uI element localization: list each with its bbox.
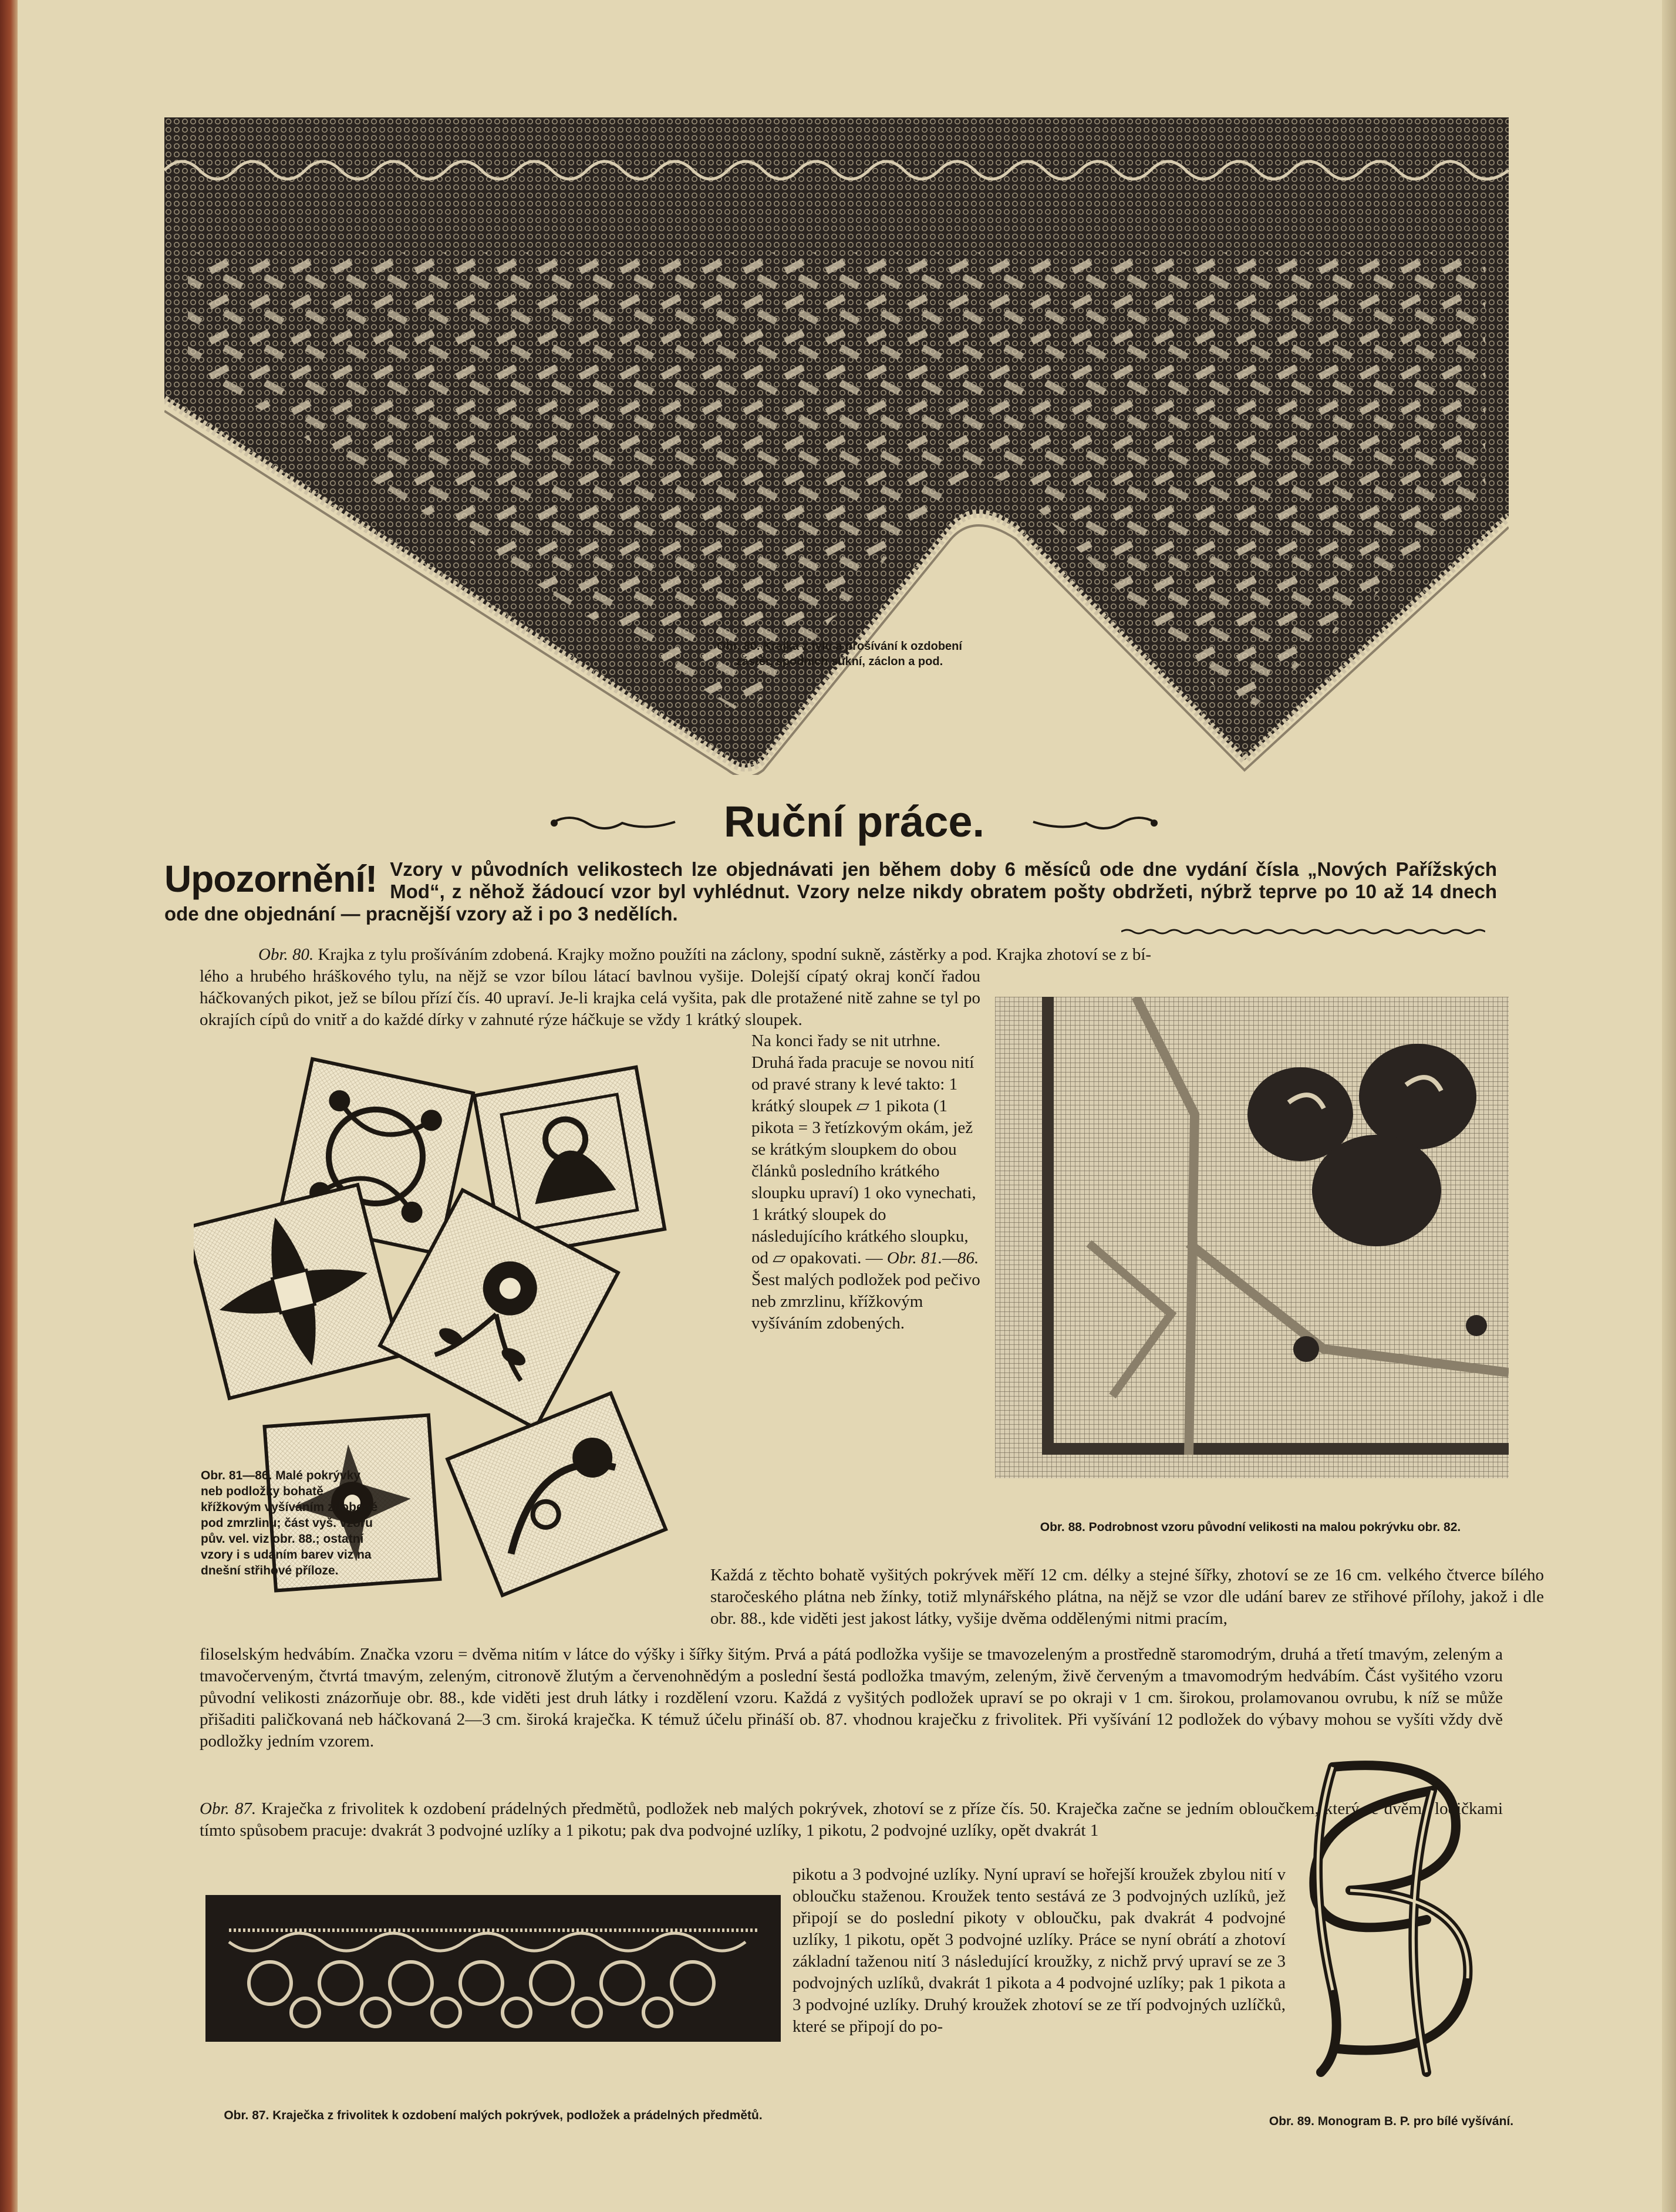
- decorative-rule: [1121, 928, 1485, 935]
- continuation-text: Každá z těchto bohatě vyšitých pokrývek měří 12 cm. délky a stejné šířky, zhotoví se ze 16 cm. velkého čtverce bílého staročeského plátna neb žínky, totiž mlynářského plátna, na nějž se vzor dle udání barev ze střihové přílohy, jakož i dle obr. 88., kde viděti jest jakost látky, vyšije dvěma oddělenými nitmi pracím,: [710, 1566, 1544, 1628]
- figure-ref-80: Obr. 80.: [258, 945, 314, 964]
- figure-ref-87: Obr. 87.: [200, 1799, 257, 1818]
- obr87-body: Kraječka z frivolitek k ozdobení prádelných předmětů, podložek neb malých pokrývek, zhotoví se z příze čís. 50. Kraječka začne se jedním obloučkem, který se dvěma lodičkami tímto spůsobem pracuje: dvakrát 3 podvojné uzlíky a 1 pikotu; pak dva podvojné uzlíky, 1 pikotu, 2 podvojné uzlíky, opět dvakrát 1: [200, 1799, 1503, 1840]
- lace-figure-80: [164, 117, 1509, 775]
- section-header: [546, 793, 1162, 851]
- figure-81-86-caption: Obr. 81—86. Malé pokrývky neb podložky bohatě křížkovým vyšíváním zdobené pod zmrzlinu; část vyš. vzoru pův. vel. viz obr. 88.; ostatní vzory i s udáním barev viz na dnešní střihové příloze.: [201, 1469, 378, 1577]
- right-flourish-icon: [1027, 810, 1162, 836]
- figure-89-caption: Obr. 89. Monogram B. P. pro bílé vyšívání.: [1269, 2115, 1514, 2128]
- intro-text: Krajka z tylu prošíváním zdobená. Krajky možno použíti na záclony, spodní sukně, zástěrky a pod. Krajka zhotoví se z bí-: [318, 945, 1152, 964]
- figure-ref-81-86: Obr. 81.—86.: [886, 1249, 979, 1267]
- magazine-page: [18, 0, 1662, 2212]
- notice-block: [164, 858, 1497, 925]
- figure-80-caption: Obr. 80. Krajka z tylu a prošívání k ozdobení zástěr, spodních sukní, záclon a pod.: [717, 640, 962, 668]
- notice-text: Vzory v původních velikostech lze objednávati jen během doby 6 měsíců ode dne vydání čísla „Nových Pařížských Mod“, z něhož žádoucí vzor byl vyhlédnut. Vzory nelze nikdy obratem pošty obdržeti, nýbrž teprve po 10 až 14 dnech ode dne objednání — pracnější vzory až i po 3 nedělích.: [164, 858, 1497, 925]
- column-text-part1: Na konci řady se nit utrhne. Druhá řada pracuje se novou nití od pravé strany k levé takto: 1 krátký sloupek ▱ 1 pikota (1 pikota = 3 řetízkovým okám, jež se krátkým sloupkem do obou článků posledního krátkého sloupku upraví) 1 oko vynechati, 1 krátký sloupek do následujícího krátkého sloupku, od ▱ opakovati. —: [751, 1031, 976, 1267]
- figure-88-caption: Obr. 88. Podrobnost vzoru původní velikosti na malou pokrývku obr. 82.: [1040, 1520, 1461, 1534]
- column-text-part2: Šest malých podložek pod pečivo neb zmrzlinu, křížkovým vyšíváním zdobených.: [751, 1270, 980, 1333]
- right-column-text: pikotu a 3 podvojné uzlíky. Nyní upraví se hořejší kroužek zbylou nití v obloučku staženou. Kroužek tento sestává ze 3 podvojných uzlíků, jež připojí se do poslední pikoty v obloučku, pak dvakrát 4 podvojné uzlíky, 1 pikotu, opět 3 podvojné uzlíky. Práce se nyní obrátí a zhotoví základní taženou nití 3 následující kroužky, z nichž prvý upraví se ze 3 podvojných uzlíků, dvakrát 1 pikota a 4 podvojné uzlíky; pak 1 pikota a 3 podvojné uzlíky. Druhý kroužek zhotoví se ze tří podvojných uzlíčků, které se připojí do po-: [793, 1865, 1286, 2036]
- tatting-figure-87: [205, 1895, 781, 2042]
- full-width-text: filoselským hedvábím. Značka vzoru = dvěma nitím v látce do výšky i šířky šitým. Prvá a pátá podložka vyšije se tmavozeleným a prostředně staromodrým, druhá a třetí tmavým, zeleným a tmavočerveným, čtvrtá tmavým, zeleným, citronově žlutým a červenohnědým a poslední šestá podložka tmavým, zeleným, živě červeným a tmavomodrým hedvábím. Část vyšitého vzoru původní velikosti znázorňuje obr. 88., kde viděti jest druh látky i rozdělení vzoru. Každá z vyšitých podložek upraví se po okraji v 1 cm. širokou, prolamovanou ovrubu, k níž se může přišaditi paličkovaná neb háčkovaná 2—3 cm. široká kraječka. K témuž účelu přináší ob. 87. vhodnou kraječku z frivolitek. Při vyšívání 12 podložek do výbavy mohou se vyšíti vždy dvě podložky jedním vzorem.: [200, 1645, 1503, 1751]
- intro-line: [258, 944, 1503, 966]
- page-title: Ruční práce.: [723, 797, 985, 846]
- book-binding: [0, 0, 18, 2212]
- intro-block: lého a hrubého hráškového tylu, na nějž se vzor bílou látací bavlnou vyšije. Dolejší cípatý okraj končí řadou háčkovaných pikot, jež se bílou přízí čís. 40 upraví. Je-li krajka celá vyšita, pak dle protažené nitě zahne se tyl po okrajích cípů do vnitř a do každé dírky v zahnuté rýze háčkuje se vždy 1 krátký sloupek.: [200, 967, 980, 1029]
- column-text: [751, 1030, 980, 1334]
- monogram-figure-89: [1280, 1744, 1503, 2096]
- page-edge: [1662, 0, 1676, 2212]
- stitch-detail-figure-88: [995, 997, 1509, 1478]
- figure-87-caption: Obr. 87. Kraječka z frivolitek k ozdobení malých pokrývek, podložek a prádelných předmětů.: [224, 2109, 763, 2122]
- notice-heading: Upozornění!: [164, 858, 377, 900]
